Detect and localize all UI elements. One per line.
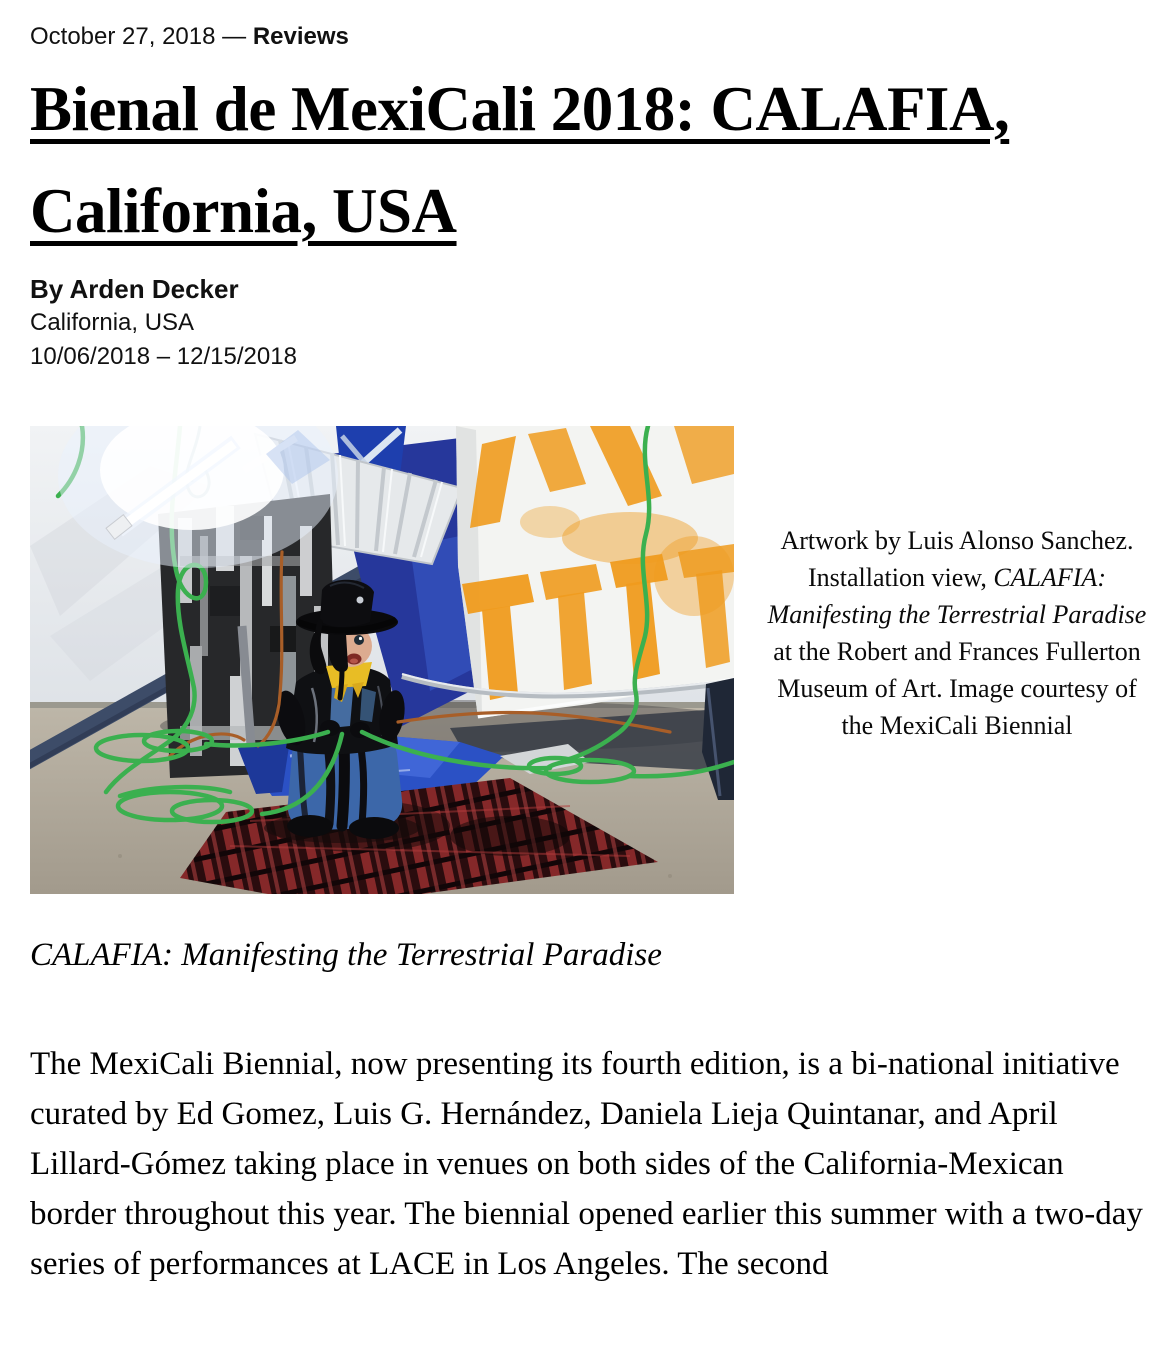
article-date: October 27, 2018 xyxy=(30,23,216,50)
category-link[interactable]: Reviews xyxy=(252,23,349,50)
caption-text-after: at the Robert and Frances Fullerton Museum of Art. Image courtesy of the MexiCali Biennial xyxy=(773,637,1141,741)
title-link[interactable]: Bienal de MexiCali 2018: CALAFIA, California, USA xyxy=(30,74,1010,247)
figure-caption xyxy=(766,426,1148,894)
meta-separator: — xyxy=(222,23,247,50)
article-figure xyxy=(30,426,1150,894)
body-paragraph: The MexiCali Biennial, now presenting its fourth edition, is a bi-national initiative curated by Ed Gomez, Luis G. Hernández, Daniela Lieja Quintanar, and April Lillard-Gómez taking place in venues on both sides of the California-Mexican border throughout this year. The biennial opened earlier this summer with a two-day series of performances at LACE in Los Angeles. The second xyxy=(30,1046,1143,1283)
caption-artwork-title: CALAFIA: Manifesting the Terrestrial Paradise xyxy=(767,563,1147,630)
author-location: California, USA xyxy=(30,309,195,337)
exhibition-dates: 10/06/2018 – 12/15/2018 xyxy=(30,343,297,371)
byline: By Arden Decker xyxy=(30,274,239,305)
article-title xyxy=(30,58,1040,262)
meta-line xyxy=(30,22,1150,52)
installation-photo xyxy=(30,426,734,894)
exhibition-subtitle: CALAFIA: Manifesting the Terrestrial Paradise xyxy=(30,937,662,974)
article-header xyxy=(30,22,1150,374)
installation-photo-graphic xyxy=(30,426,734,894)
caption-text-before: Artwork by Luis Alonso Sanchez. Installation view, xyxy=(780,526,1134,593)
